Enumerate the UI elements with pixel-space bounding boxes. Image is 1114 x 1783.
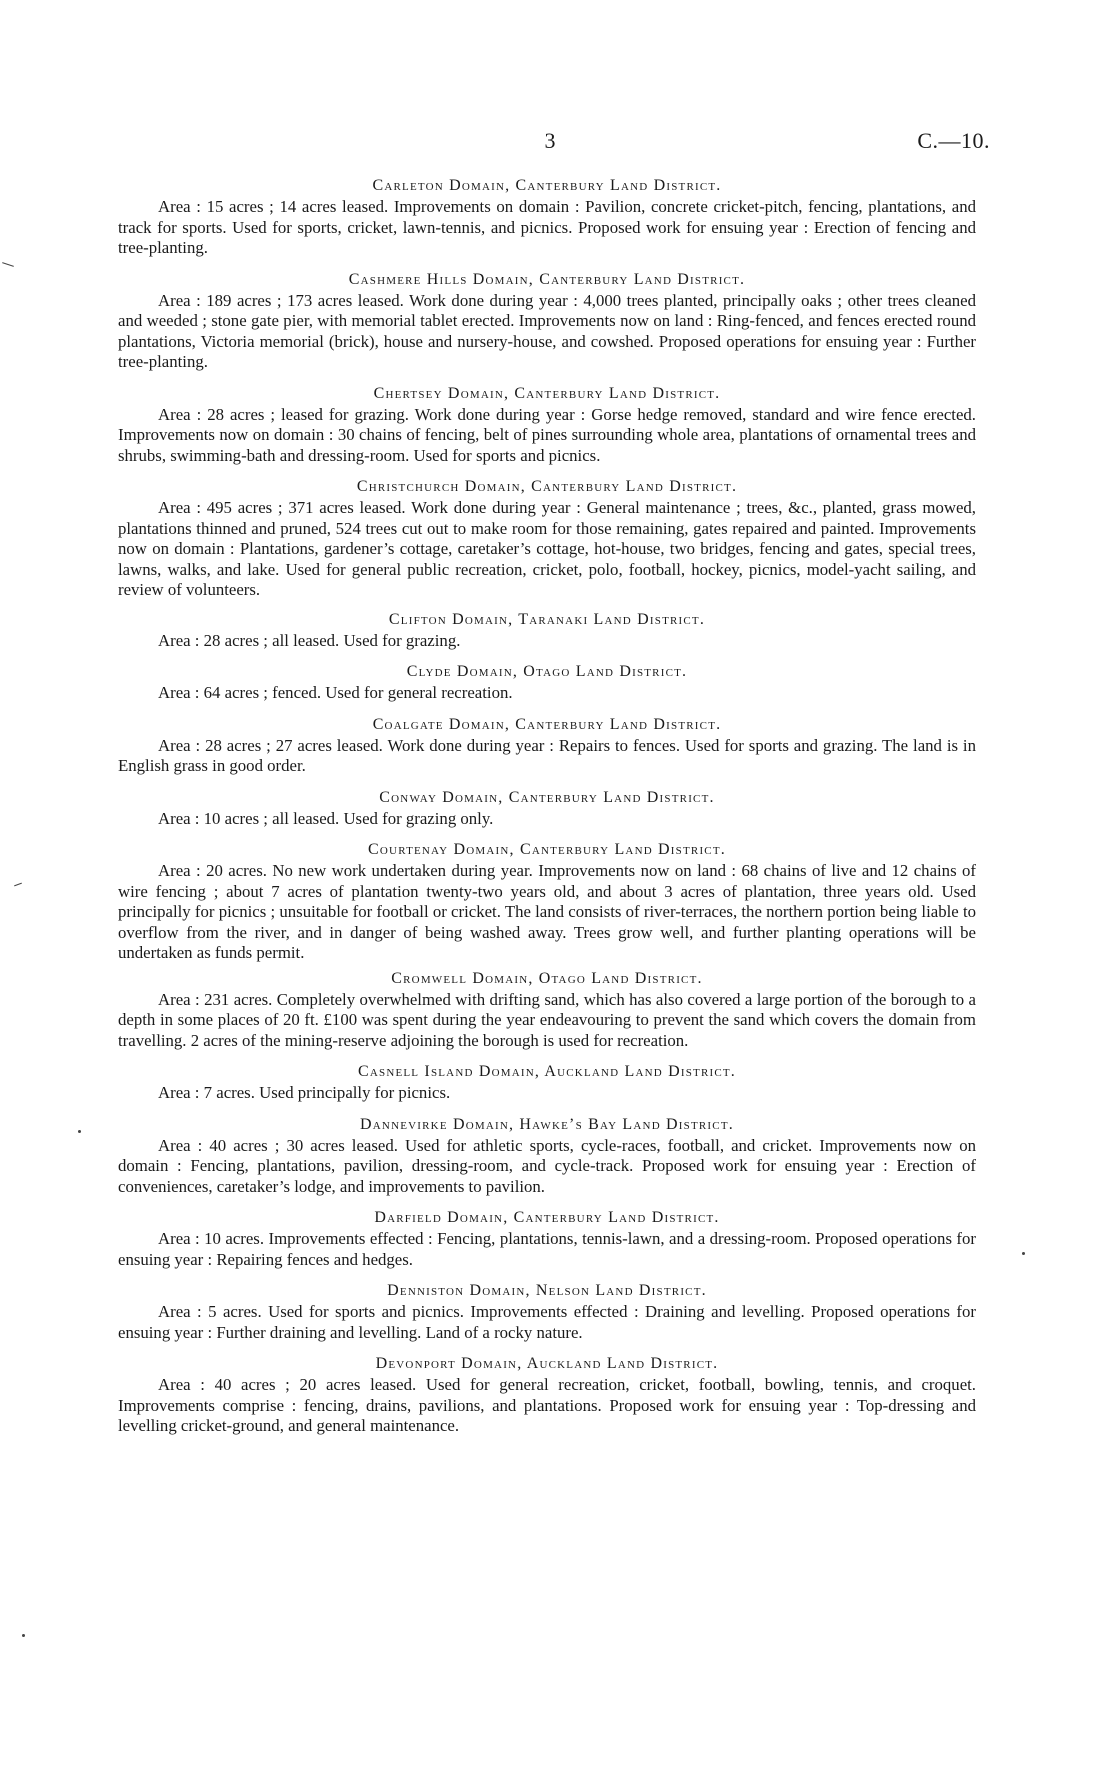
section-heading: Casnell Island Domain, Auckland Land District. — [357, 1063, 737, 1080]
section-body: Area : 20 acres. No new work undertaken during year. Improvements now on land : 68 chains of live and 12 chains of wire fencing ; about 7 acres of plantation twenty-two years old, and about 3 acres of plantation, three years old. Used principally for picnics ; unsuitable for football or cricket. The land consists of river-terraces, the northern portion being liable to overflow from the river, and in danger of being washed away. Trees grow well, and further planting operations will be undertaken as funds permit. — [118, 861, 976, 962]
domain-entry-christchurch — [118, 477, 976, 601]
domain-entry-denniston — [118, 1281, 976, 1343]
scan-mark — [1022, 1252, 1025, 1255]
section-body: Area : 495 acres ; 371 acres leased. Work done during year : General maintenance ; trees, &c., planted, grass mowed, plantations thinned and pruned, 524 trees cut out to make room for those remaining, gates repaired and painted. Improvements now on domain : Plantations, gardener’s cottage, caretaker’s cottage, hot-house, two bridges, fencing and gates, special trees, lawns, walks, and lake. Used for general public recreation, cricket, polo, football, hockey, picnics, model-yacht sailing, and review of volunteers. — [118, 498, 976, 599]
page-number: 3 — [544, 128, 556, 153]
domain-entry-conway — [118, 788, 976, 830]
section-body: Area : 10 acres. Improvements effected : Fencing, plantations, tennis-lawn, and a dressing-room. Proposed operations for ensuing year : Repairing fences and hedges. — [118, 1229, 976, 1269]
domain-entry-courtenay — [118, 840, 976, 964]
domain-entry-chertsey — [118, 384, 976, 467]
domain-entry-clyde — [118, 662, 976, 704]
document-reference: C.—10. — [917, 128, 990, 153]
section-heading: Cashmere Hills Domain, Canterbury Land District. — [348, 270, 746, 288]
section-body: Area : 231 acres. Completely overwhelmed with drifting sand, which has also covered a large portion of the borough to a depth in some places of 20 ft. £100 was spent during the year endeavouring to prevent the sand which covers the domain from travelling. 2 acres of the mining-reserve adjoining the borough is used for recreation. — [118, 989, 976, 1050]
section-heading: Carleton Domain, Canterbury Land District. — [372, 177, 722, 194]
section-body: Area : 15 acres ; 14 acres leased. Improvements on domain : Pavilion, concrete cricket-pitch, fencing, plantations, and track for sports. Used for sports, cricket, lawn-tennis, and picnics. Proposed work for ensuing year : Erection of fencing and tree-planting. — [118, 197, 976, 257]
domain-entry-cromwell — [118, 969, 976, 1052]
section-heading: Coalgate Domain, Canterbury Land District. — [372, 715, 722, 733]
section-body: Area : 28 acres ; all leased. Used for grazing. — [158, 630, 461, 650]
domain-entry-dannevirke — [118, 1115, 976, 1198]
section-body: Area : 10 acres ; all leased. Used for grazing only. — [158, 808, 494, 828]
section-heading: Cromwell Domain, Otago Land District. — [391, 969, 703, 987]
domain-entry-clifton — [118, 610, 976, 652]
section-heading: Clifton Domain, Taranaki Land District. — [388, 610, 706, 628]
section-body: Area : 189 acres ; 173 acres leased. Work done during year : 4,000 trees planted, principally oaks ; other trees cleaned and weeded ; stone gate pier, with memorial tablet erected. Improvements now on land : Ring-fenced, and fences erected round plantations, Victoria memorial (brick), house and nursery-house, and cowshed. Proposed operations for ensuing year : Further tree-planting. — [118, 290, 976, 371]
section-heading: Courtenay Domain, Canterbury Land District. — [368, 841, 726, 858]
section-heading: Christchurch Domain, Canterbury Land District. — [356, 478, 738, 495]
section-heading: Devonport Domain, Auckland Land District. — [375, 1355, 719, 1372]
section-heading: Chertsey Domain, Canterbury Land District. — [373, 384, 721, 402]
section-body: Area : 40 acres ; 20 acres leased. Used for general recreation, cricket, football, bowling, tennis, and croquet. Improvements comprise : fencing, drains, pavilions, and plantations. Proposed work for ensuing year : Top-dressing and levelling cricket-ground, and general maintenance. — [118, 1375, 976, 1435]
section-body: Area : 28 acres ; leased for grazing. Work done during year : Gorse hedge removed, standard and wire fence erected. Improvements now on domain : 30 chains of fencing, belt of pines surrounding whole area, plantations of ornamental trees and shrubs, swimming-bath and dressing-room. Used for sports and picnics. — [118, 404, 976, 465]
scan-mark — [78, 1130, 81, 1133]
section-heading: Conway Domain, Canterbury Land District. — [379, 788, 715, 806]
scan-mark — [14, 883, 22, 887]
section-body: Area : 40 acres ; 30 acres leased. Used for athletic sports, cycle-races, football, and cricket. Improvements now on domain : Fencing, plantations, pavilion, dressing-room, and cycle-track. Proposed work for ensuing year : Erection of conveniences, caretaker’s lodge, and improvements to pavilion. — [118, 1135, 976, 1196]
section-body: Area : 64 acres ; fenced. Used for general recreation. — [158, 683, 513, 702]
domain-entry-cashmere-hills — [118, 270, 976, 373]
scan-mark — [22, 1634, 25, 1637]
section-heading: Darfield Domain, Canterbury Land District. — [374, 1209, 720, 1226]
domain-entry-carleton — [118, 176, 976, 259]
section-heading: Dannevirke Domain, Hawke’s Bay Land District. — [360, 1115, 734, 1133]
section-body: Area : 7 acres. Used principally for picnics. — [158, 1083, 451, 1102]
scan-mark — [2, 262, 14, 267]
section-body: Area : 5 acres. Used for sports and picnics. Improvements effected : Draining and levelling. Proposed operations for ensuing year : Further draining and levelling. Land of a rocky nature. — [118, 1302, 976, 1342]
domain-entry-devonport — [118, 1354, 976, 1437]
section-body: Area : 28 acres ; 27 acres leased. Work done during year : Repairs to fences. Used for sports and grazing. The land is in English grass in good order. — [118, 735, 976, 775]
section-heading: Clyde Domain, Otago Land District. — [406, 663, 688, 680]
domain-entry-coalgate — [118, 715, 976, 777]
section-heading: Denniston Domain, Nelson Land District. — [387, 1282, 707, 1299]
domain-report-list — [118, 176, 976, 1437]
domain-entry-casnell-island — [118, 1062, 976, 1104]
domain-entry-darfield — [118, 1208, 976, 1270]
